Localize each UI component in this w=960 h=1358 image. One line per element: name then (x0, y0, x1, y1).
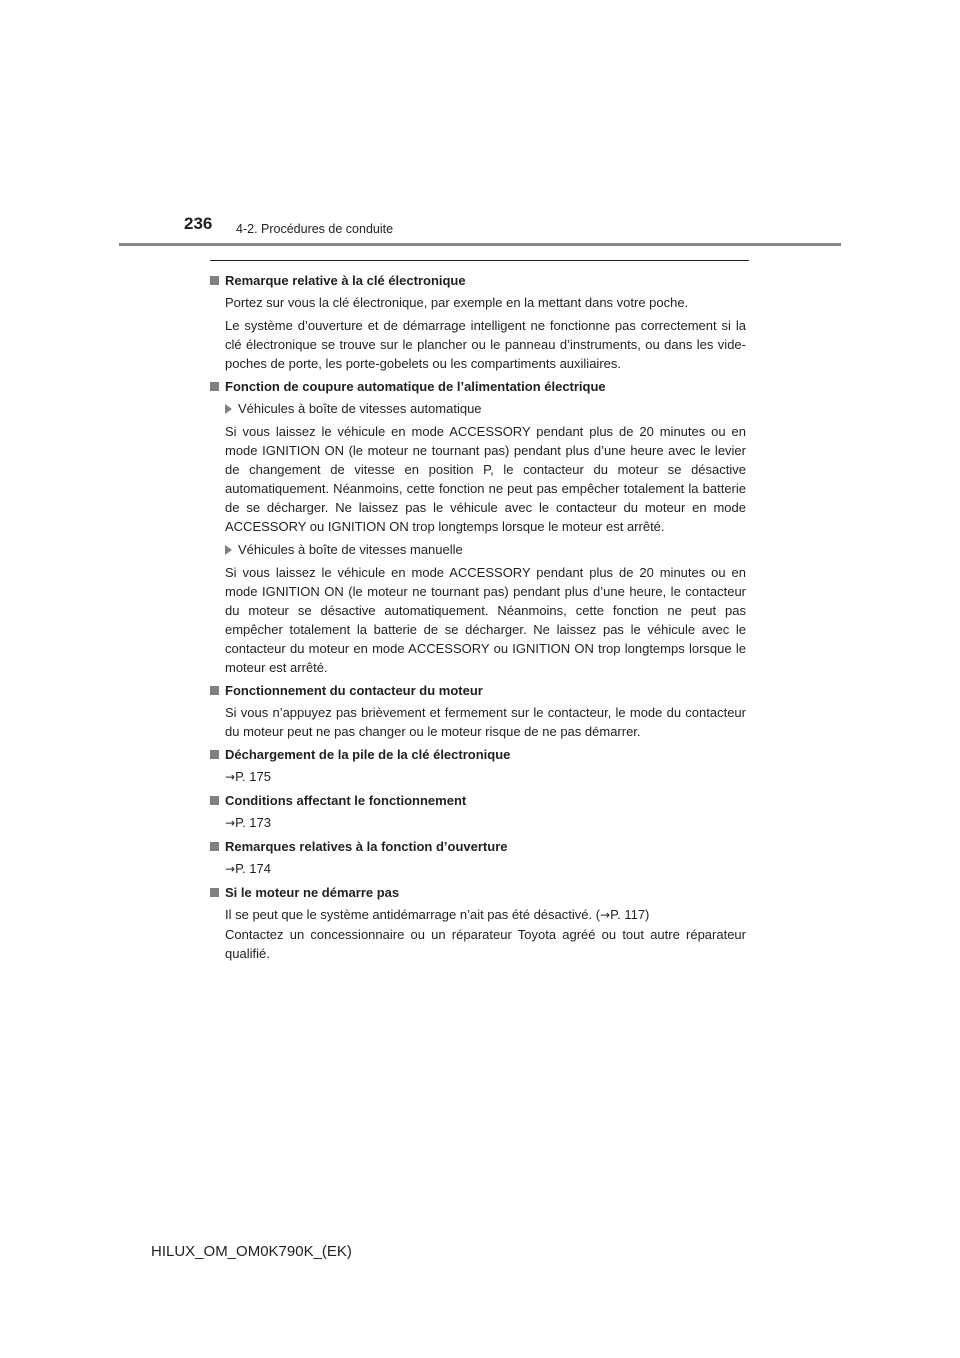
heading-text: Si le moteur ne démarre pas (225, 885, 400, 900)
heading-text: Conditions affectant le fonctionnement (225, 793, 467, 808)
document-code: HILUX_OM_OM0K790K_(EK) (151, 1243, 352, 1260)
sub-item (225, 399, 746, 418)
square-bullet-icon (210, 796, 219, 805)
reference-text: P. 175 (235, 769, 271, 784)
heading-text: Fonction de coupure automatique de l’alimentation électrique (225, 379, 606, 394)
page-reference[interactable] (225, 813, 746, 833)
page-reference-inline[interactable]: P. 117) (610, 907, 650, 922)
header-rule (119, 243, 841, 246)
arrow-right-icon: → (225, 816, 236, 830)
content-body (210, 268, 746, 967)
heading-text: Fonctionnement du contacteur du moteur (225, 683, 483, 698)
paragraph: Portez sur vous la clé électronique, par exemple en la mettant dans votre poche. (225, 295, 689, 310)
sub-item-text: Véhicules à boîte de vitesses manuelle (238, 542, 463, 557)
paragraph (225, 905, 746, 925)
paragraph: Contactez un concessionnaire ou un réparateur Toyota agréé ou tout autre réparateur qualifié. (225, 927, 746, 961)
arrow-right-icon: → (225, 862, 236, 876)
arrow-right-icon: → (225, 770, 236, 784)
heading-text: Remarques relatives à la fonction d’ouverture (225, 839, 508, 854)
square-bullet-icon (210, 842, 219, 851)
triangle-bullet-icon (225, 404, 232, 414)
section-heading (210, 377, 746, 396)
arrow-right-icon: → (600, 908, 611, 922)
reference-text: P. 174 (235, 861, 271, 876)
square-bullet-icon (210, 276, 219, 285)
square-bullet-icon (210, 888, 219, 897)
square-bullet-icon (210, 382, 219, 391)
section-heading (210, 681, 746, 700)
page-number: 236 (184, 214, 213, 233)
paragraph-text: Il se peut que le système antidémarrage n’ait pas été désactivé. ( (225, 907, 601, 922)
reference-text: P. 173 (235, 815, 271, 830)
paragraph: Si vous n’appuyez pas brièvement et fermement sur le contacteur, le mode du contacteur du moteur peut ne pas changer ou le moteur risque de ne pas démarrer. (225, 705, 746, 739)
page-reference[interactable] (225, 767, 746, 787)
triangle-bullet-icon (225, 545, 232, 555)
section-heading (210, 837, 746, 856)
section-heading (210, 745, 746, 764)
heading-text: Remarque relative à la clé électronique (225, 273, 466, 288)
paragraph: Si vous laissez le véhicule en mode ACCESSORY pendant plus de 20 minutes ou en mode IGNITION ON (le moteur ne tournant pas) pendant plus d’une heure, le contacteur du moteur se désactive automatiquement. Néanmoins, cette fonction ne peut pas empêcher totalement la batterie de se décharger. Ne laissez pas le véhicule avec le contacteur du moteur en mode ACCESSORY ou IGNITION ON trop longtemps lorsque le moteur est arrêté. (225, 565, 746, 675)
paragraph: Si vous laissez le véhicule en mode ACCESSORY pendant plus de 20 minutes ou en mode IGNITION ON (le moteur ne tournant pas) pendant plus d’une heure avec le levier de changement de vitesse en position P, le contacteur du moteur se désactive automatiquement. Néanmoins, cette fonction ne peut pas empêcher totalement la batterie de se décharger. Ne laissez pas le véhicule avec le contacteur du moteur en mode ACCESSORY ou IGNITION ON trop longtemps lorsque le moteur est arrêté. (225, 424, 746, 534)
paragraph: Le système d’ouverture et de démarrage intelligent ne fonctionne pas correctement si la clé électronique se trouve sur le plancher ou le panneau d’instruments, ou dans les vide-poches de porte, les porte-gobelets ou les compartiments auxiliaires. (225, 318, 746, 371)
square-bullet-icon (210, 750, 219, 759)
heading-text: Déchargement de la pile de la clé électronique (225, 747, 511, 762)
section-heading (210, 271, 746, 290)
section-heading (210, 791, 746, 810)
page-reference[interactable] (225, 859, 746, 879)
content-rule (210, 260, 749, 261)
section-heading (210, 883, 746, 902)
sub-item (225, 540, 746, 559)
sub-item-text: Véhicules à boîte de vitesses automatique (238, 401, 482, 416)
section-title: 4-2. Procédures de conduite (236, 222, 394, 236)
square-bullet-icon (210, 686, 219, 695)
